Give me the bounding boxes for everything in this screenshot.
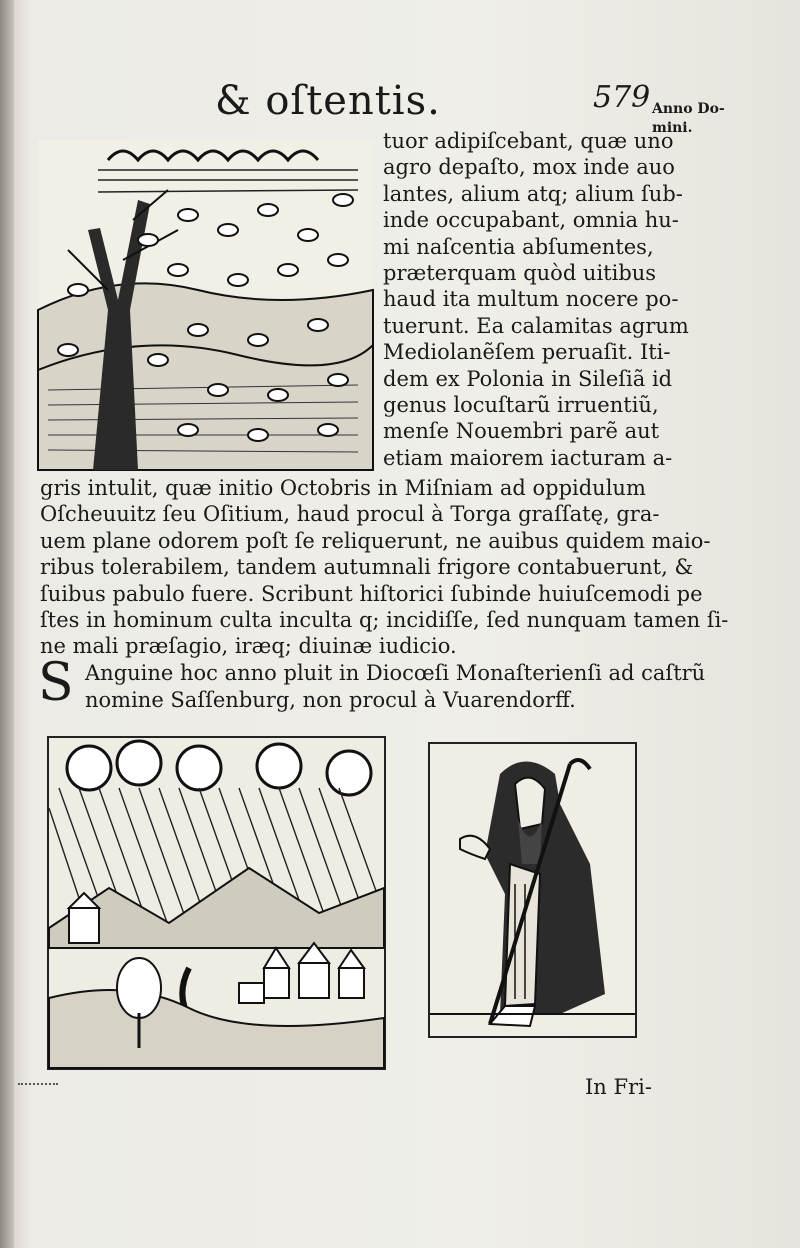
text-line: etiam maiorem iacturam a- (383, 445, 673, 470)
catchword: In Fri- (585, 1075, 652, 1099)
margin-note (652, 100, 792, 138)
ink-smudge (18, 1075, 58, 1085)
text-line: agro depaſto, mox inde auo (383, 155, 675, 180)
narrow-text-column (383, 128, 689, 471)
running-head: & oſtentis. (215, 78, 441, 124)
locust-swarm-woodcut (38, 140, 373, 470)
text-line: menſe Nouembri parẽ aut (383, 419, 660, 444)
blood-rain-paragraph (38, 653, 706, 714)
text-line: nomine Saſſenburg, non procul à Vuarendorff. (85, 688, 576, 712)
text-line: ribus tolerabilem, tandem autumnali frigore contabuerunt, & (40, 555, 694, 580)
text-line: genus locuſtarũ irruentiũ, (383, 393, 659, 418)
book-spine (0, 0, 14, 1248)
text-line: tuor adipiſcebant, quæ uno (383, 129, 674, 153)
margin-note-line: mini. (652, 120, 693, 136)
drop-cap: S (38, 653, 74, 713)
margin-note-line: Anno Do- (652, 101, 725, 117)
text-line: tuerunt. Ea calamitas agrum (383, 313, 689, 338)
text-line: dem ex Polonia in Sileſiã id (383, 366, 673, 391)
text-line: inde occupabant, omnia hu- (383, 208, 679, 233)
text-line: lantes, alium atq; alium ſub- (383, 181, 683, 206)
text-line: ſtes in hominum culta inculta q; incidiſſe, ſed nunquam tamen ſi- (40, 608, 729, 633)
text-line: præterquam quòd uitibus (383, 261, 657, 286)
blood-rain-woodcut (47, 736, 386, 1070)
text-line: ſuibus pabulo fuere. Scribunt hiſtorici ſubinde huiuſcemodi pe (40, 581, 703, 606)
page-number: 579 (593, 80, 651, 115)
full-text-block (40, 475, 729, 660)
text-line: Anguine hoc anno pluit in Diocœſi Monaſterienſi ad caſtrũ (85, 661, 706, 685)
hermit-figure-woodcut (428, 742, 637, 1038)
text-line: Oſcheuuitz ſeu Oſitium, haud procul à Torga graſſatę, gra- (40, 502, 660, 527)
text-line: uem plane odorem poſt ſe reliquerunt, ne auibus quidem maio- (40, 528, 711, 553)
text-line: haud ita multum nocere po- (383, 287, 679, 312)
text-line: gris intulit, quæ initio Octobris in Miſniam ad oppidulum (40, 476, 646, 500)
text-line: mi naſcentia abſumentes, (383, 234, 654, 259)
text-line: ne mali præſagio, iræq; diuinæ iudicio. (40, 634, 457, 659)
text-line: Mediolanẽſem peruaſit. Iti- (383, 340, 671, 365)
